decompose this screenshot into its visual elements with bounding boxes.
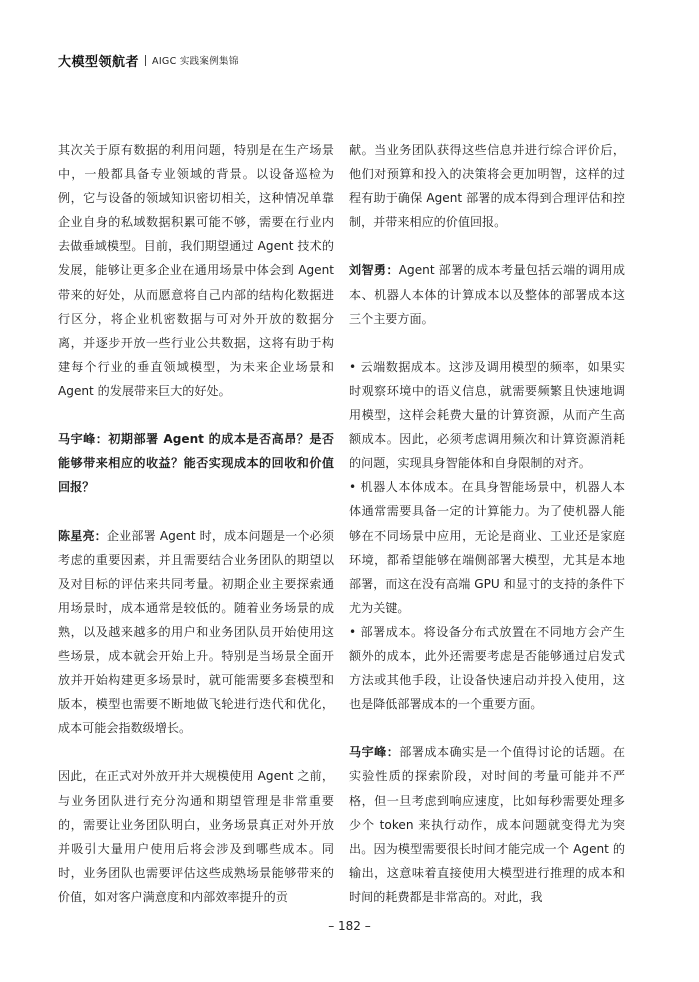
- speaker-label: 马宇峰：: [349, 745, 400, 760]
- left-column: [58, 138, 334, 933]
- header-brand: 大模型领航者: [58, 54, 140, 70]
- question-paragraph: [349, 740, 625, 909]
- answer-paragraph: [58, 524, 334, 741]
- paragraph: 其次关于原有数据的利用问题，特别是在生产场景中，一般都具备专业领域的背景。以设备巡检为例，它与设备的领域知识密切相关，这种情况单靠企业自身的私域数据积累可能不够，需要在行业内去做垂域模型。目前，我们期望通过 Agent 技术的发展，能够让更多企业在通用场景中体会到 Agent 带来的好处，从而愿意将自己内部的结构化数据进行区分，将企业机密数据与可对外开放的数据分离，并逐步开放一些行业公共数据，这将有助于构建每个行业的垂直领域模型，为未来企业场景和 Agent 的发展带来巨大的好处。: [58, 143, 334, 398]
- header-subtitle: AIGC 实践案例集锦: [152, 56, 239, 67]
- answer-text: 企业部署 Agent 时，成本问题是一个必须考虑的重要因素，并且需要结合业务团队的期望以及对目标的评估来共同考量。初期企业主要探索通用场景时，成本通常是较低的。随着业务场景的成熟，以及越来越多的用户和业务团队员开始使用这些场景，成本就会开始上升。特别是当场景全面开放并开始构建更多场景时，就可能需要多套模型和版本，模型也需要不断地做飞轮进行迭代和优化，成本可能会指数级增长。: [58, 528, 334, 736]
- answer-text: Agent 部署的成本考量包括云端的调用成本、机器人本体的计算成本以及整体的部署成本这三个主要方面。: [349, 263, 625, 326]
- speaker-label: 刘智勇：: [349, 263, 399, 278]
- page-number: – 182 –: [328, 919, 371, 933]
- right-column: [349, 138, 625, 933]
- bullet-item: • 部署成本。将设备分布式放置在不同地方会产生额外的成本，此外还需要考虑是否能够通过启发式方法或其他手段，让设备快速启动并投入使用，这也是降低部署成本的一个重要方面。: [349, 624, 625, 712]
- speaker-label: 陈星亮：: [58, 528, 107, 543]
- bullet-item: • 机器人本体成本。在具身智能场景中，机器人本体通常需要具备一定的计算能力。为了使机器人能够在不同场景中应用，无论是商业、工业还是家庭环境，都希望能够在端侧部署大模型，尤其是本地部署，而这在没有高端 GPU 和显寸的支持的条件下尤为关键。: [349, 480, 625, 615]
- running-header: [58, 51, 239, 69]
- paragraph: 因此，在正式对外放开并大规模使用 Agent 之前，与业务团队进行充分沟通和期望管理是非常重要的，需要让业务团队明白，业务场景真正对外开放并吸引大量用户使用后将会涉及到哪些成本。同时，业务团队也需要评估这些成熟场景能够带来的价值，如对客户满意度和内部效率提升的贡: [58, 769, 334, 904]
- bullet-item: • 云端数据成本。这涉及调用模型的频率，如果实时观察环境中的语义信息，就需要频繁且快速地调用模型，这样会耗费大量的计算资源，从而产生高额成本。因此，必须考虑调用频次和计算资源消耗的问题，实现具身智能体和自身限制的对齐。: [349, 359, 625, 471]
- question-text: 部署成本确实是一个值得讨论的话题。在实验性质的探索阶段，对时间的考量可能并不严格，但一旦考虑到响应速度，比如每秒需要处理多少个 token 来执行动作，成本问题就变得尤为突出。因为模型需要很长时间才能完成一个 Agent 的输出，这意味着直接使用大模型进行推理的成本和时间的耗费都是非常高的。对此，我: [349, 745, 625, 904]
- header-divider: [145, 55, 146, 66]
- answer-paragraph: [349, 258, 625, 330]
- question-paragraph: 马宇峰：初期部署 Agent 的成本是否高昂？是否能够带来相应的收益？能否实现成本的回收和价值回报？: [58, 432, 334, 495]
- paragraph: 献。当业务团队获得这些信息并进行综合评价后，他们对预算和投入的决策将会更加明智，这样的过程有助于确保 Agent 部署的成本得到合理评估和控制，并带来相应的价值回报。: [349, 143, 625, 230]
